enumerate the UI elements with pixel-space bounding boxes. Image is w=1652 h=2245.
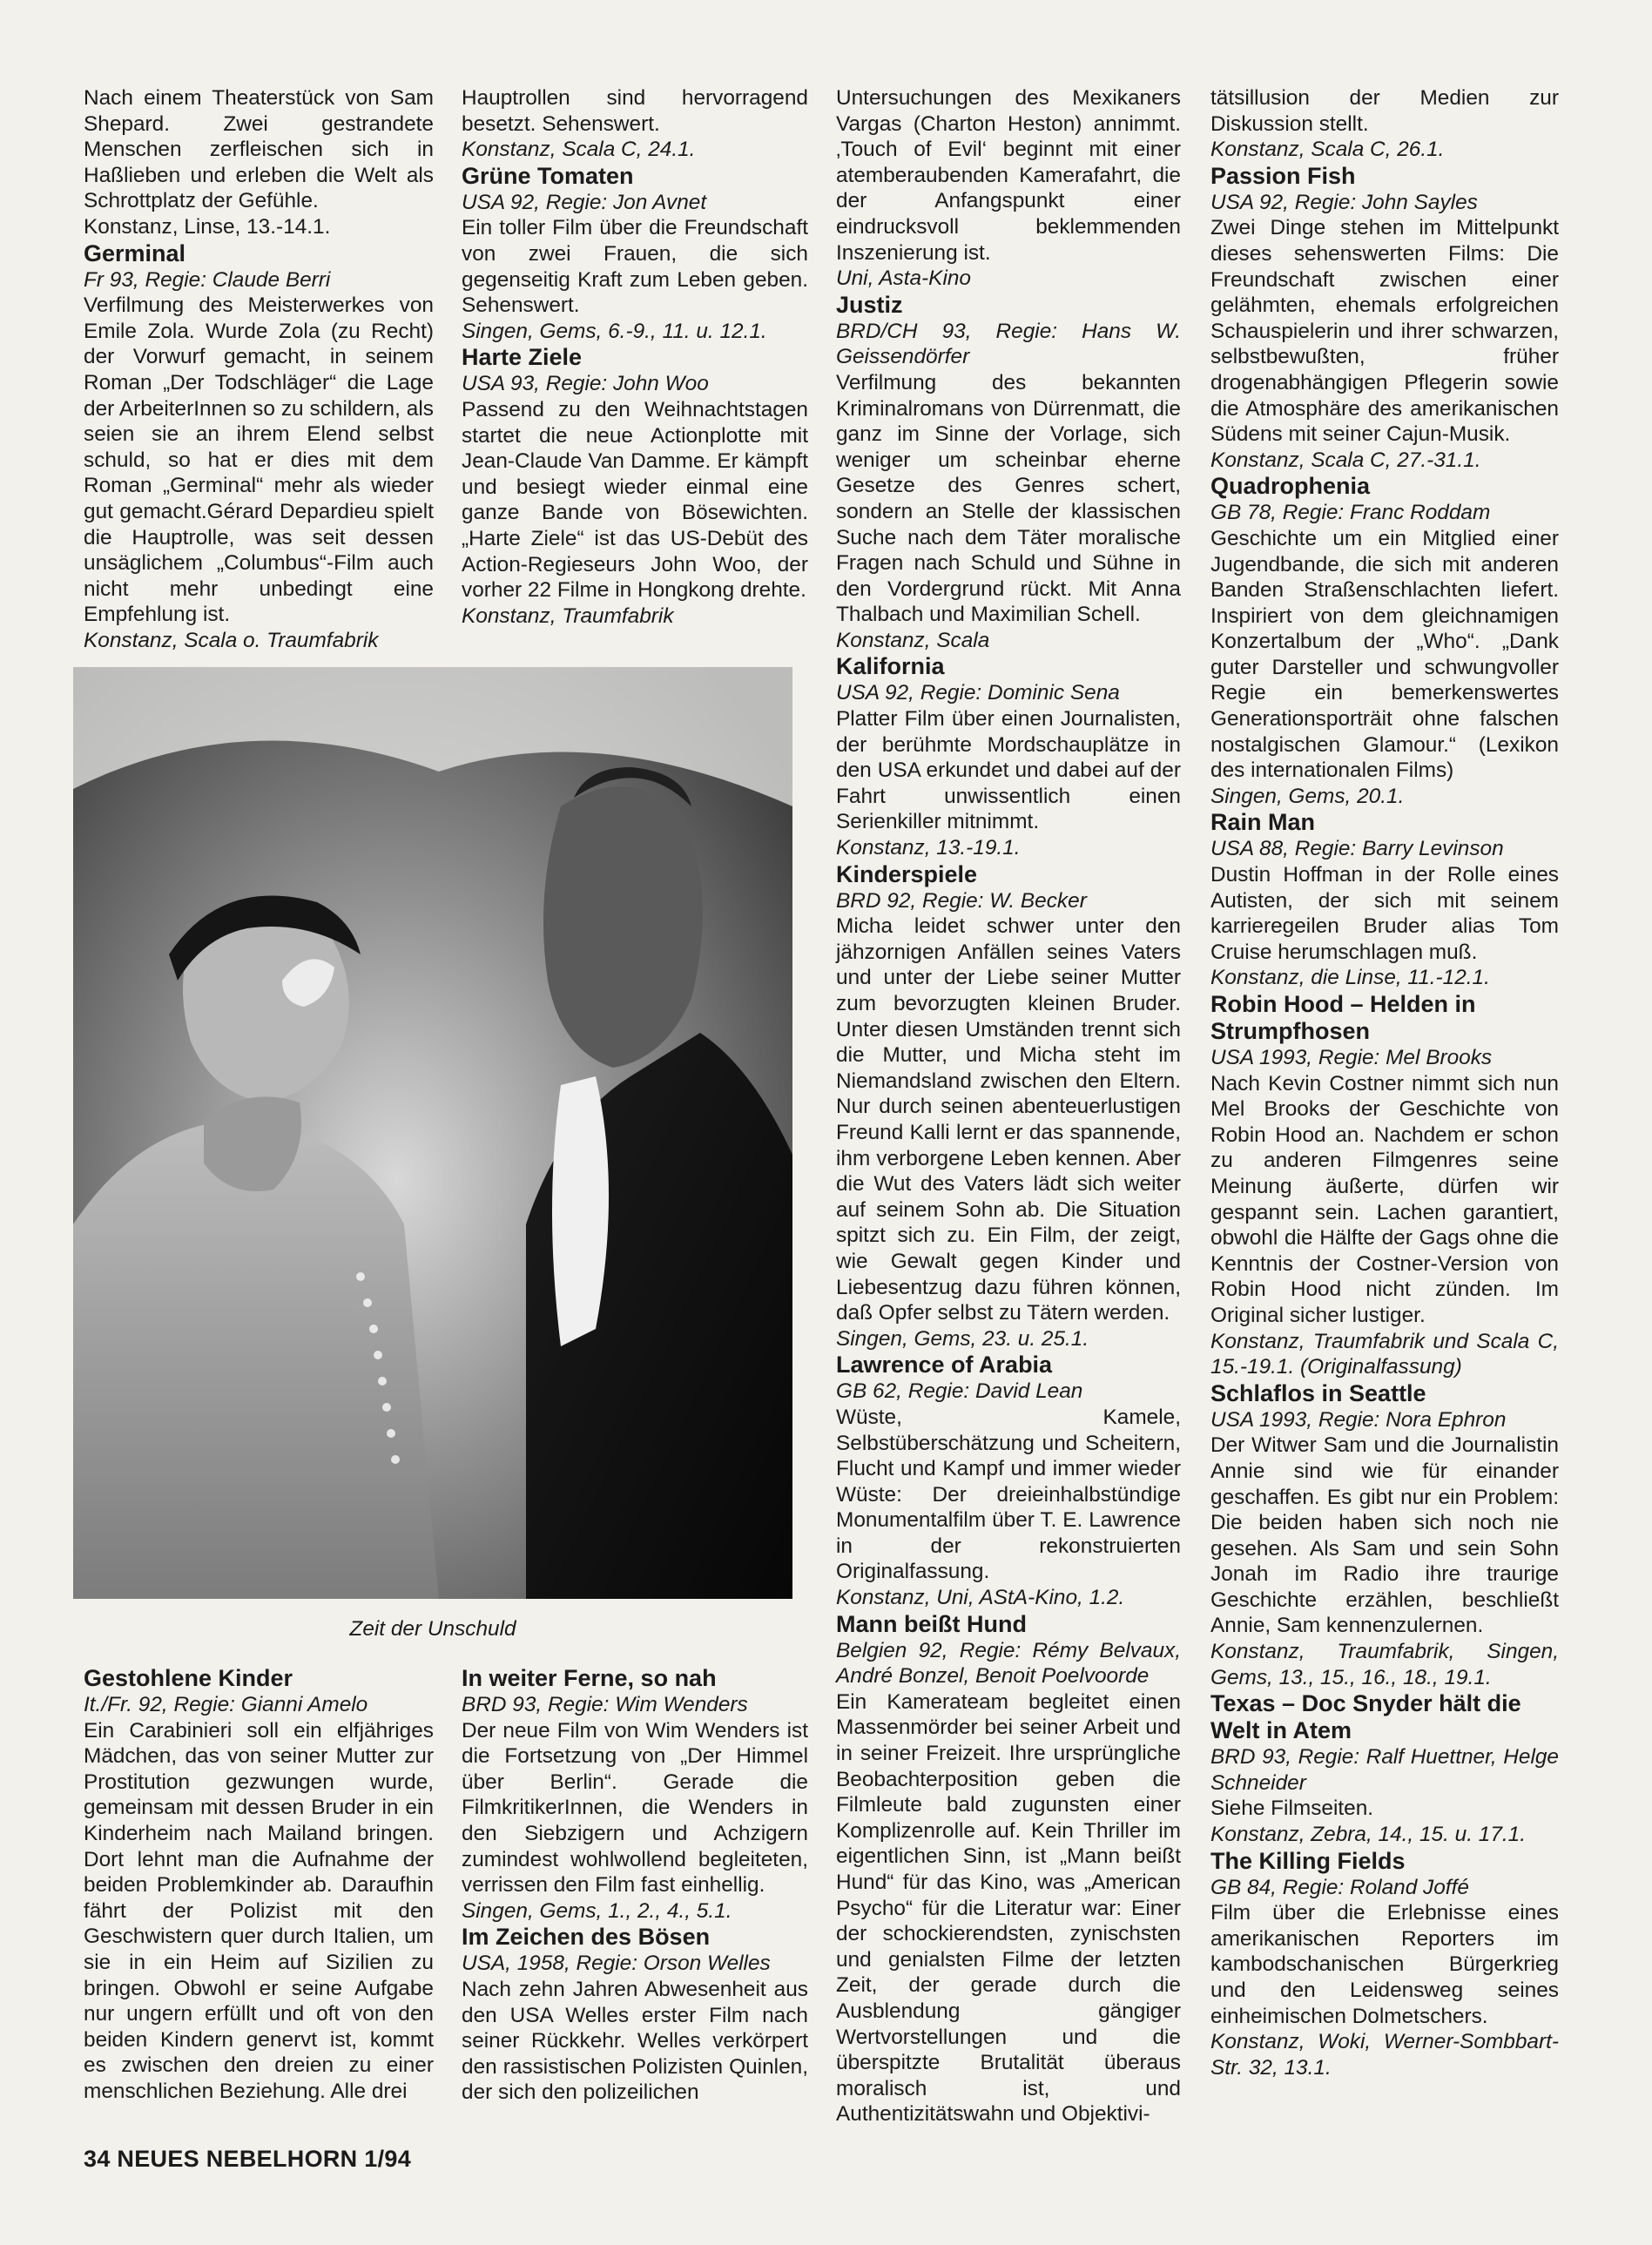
film-title: Passion Fish — [1210, 162, 1356, 189]
film-credit: USA 92, Regie: Dominic Sena — [836, 681, 1120, 705]
screening-venue: Konstanz, Uni, AStA-Kino, 1.2. — [836, 1586, 1125, 1610]
review-text: Hauptrollen sind hervorragend besetzt. Sehenswert. — [462, 86, 808, 136]
screening-venue: Konstanz, Traumfabrik, Singen, Gems, 13., 15., 16., 18., 19.1. — [1210, 1640, 1559, 1689]
film-title: Schlaflos in Seattle — [1210, 1379, 1426, 1406]
film-credit: USA 92, Regie: John Sayles — [1210, 190, 1478, 214]
photo-illustration — [73, 667, 792, 1599]
screening-venue: Konstanz, Traumfabrik — [462, 603, 674, 628]
review-text: Passend zu den Weihnachtstagen startet die neue Actionplotte mit Jean-Claude Van Damme. Er kämpft und besiegt wieder einmal eine ganze Bande von Bösewichten.„Harte Ziele“ ist das US-Debüt des Action-Regieseurs John Woo, der vorher 22 Filme in Hongkong drehte. — [462, 397, 808, 603]
review-text: tätsillusion der Medien zur Diskussion stellt. — [1210, 86, 1559, 136]
review-text: Nach zehn Jahren Abwesenheit aus den USA Welles erster Film nach seiner Rückkehr. Welles verkörpert den rassistischen Polizisten Quinlen, der sich den polizeilichen — [462, 1977, 808, 2105]
screening-venue: Konstanz, Scala o. Traumfabrik — [84, 628, 379, 652]
column-2-bottom — [462, 1665, 808, 2106]
screening-venue: Singen, Gems, 23. u. 25.1. — [836, 1326, 1089, 1351]
column-1-top — [84, 85, 434, 653]
review-text: Siehe Filmseiten. — [1210, 1797, 1374, 1821]
film-credit: USA 1993, Regie: Mel Brooks — [1210, 1046, 1493, 1069]
film-title: Kinderspiele — [836, 860, 978, 887]
review-text: Ein Kamerateam begleitet einen Massenmörder bei seiner Arbeit und in seiner Freizeit. Ihre ursprüngliche Beobachterposition geben die Filmleute bald zugunsten einer Komplizenrolle auf. Kein Thriller im eigentlichen Sinn, ist „Mann beißt Hund“ für das Kino, was „American Psycho“ für die Literatur war: Einer der schockierendsten, zynischsten und genialsten Filme der letzten Zeit, der gerade durch die Ausblendung gängiger Wertvorstellungen und die überspitzte Brutalität überaus moralisch ist, und Authentizitätswahn und Objektivi- — [836, 1689, 1181, 2127]
film-still-photo — [73, 667, 792, 1599]
screening-venue: Singen, Gems, 6.-9., 11. u. 12.1. — [462, 319, 767, 343]
film-title: Texas – Doc Snyder hält die Welt in Atem — [1210, 1690, 1521, 1744]
film-title: Grüne Tomaten — [462, 162, 634, 189]
screening-venue: Konstanz, Scala C, 26.1. — [1210, 138, 1445, 162]
screening-venue: Konstanz, Woki, Werner-Sombbart-Str. 32, 13.1. — [1210, 2030, 1559, 2080]
review-text: Platter Film über einen Journalisten, der berühmte Mordschauplätze in den USA erkundet und dabei auf der Fahrt unwissentlich einen Serienkiller mitnimmt. — [836, 707, 1181, 834]
film-title: Gestohlene Kinder — [84, 1665, 293, 1691]
film-credit: BRD/CH 93, Regie: Hans W. Geissendörfer — [836, 319, 1181, 369]
screening-venue: Konstanz, Scala — [836, 628, 990, 652]
review-text: Verfilmung des Meisterwerkes von Emile Zola. Wurde Zola (zu Recht) der Vorwurf gemacht, in seinem Roman „Der Todschläger“ die Lage der ArbeiterInnen so zu schildern, als seien sie an ihrem Elend selbst schuld, so hat er dies mit dem Roman „Germinal“ mehr als wieder gut gemacht.Gérard Depardieu spielt die Hauptrolle, was seit dessen unsäglichem „Columbus“-Film auch nicht mehr unbedingt eine Empfehlung ist. — [84, 293, 434, 627]
film-title: In weiter Ferne, so nah — [462, 1665, 717, 1691]
review-text: Verfilmung des bekannten Kriminalromans von Dürrenmatt, die ganz im Sinne der Vorlage, sich weniger um scheinbar eherne Gesetze des Genres schert, sondern an Stelle der klassischen Suche nach dem Täter moralische Fragen nach Schuld und Sühne in den Vordergrund rückt. Mit Anna Thalbach und Maximilian Schell. — [836, 370, 1181, 627]
film-title: Kalifornia — [836, 653, 945, 680]
screening-venue: Konstanz, 13.-19.1. — [836, 836, 1021, 860]
screening-venue: Konstanz, Zebra, 14., 15. u. 17.1. — [1210, 1823, 1527, 1847]
review-text: Ein toller Film über die Freundschaft von zwei Frauen, die sich gegenseitig Kraft zum Leben geben. Sehenswert. — [462, 216, 808, 318]
film-title: The Killing Fields — [1210, 1847, 1406, 1874]
review-text: Der neue Film von Wim Wenders ist die Fortsetzung von „Der Himmel über Berlin“. Gerade die FilmkritikerInnen, die Wenders in den Siebzigern und Achzigern zumindest wohlwollend begleiteten, verrissen den Film fast einhellig. — [462, 1718, 808, 1898]
film-title: Quadrophenia — [1210, 473, 1371, 500]
film-credit: USA 1993, Regie: Nora Ephron — [1210, 1407, 1507, 1432]
film-title: Justiz — [836, 291, 903, 318]
screening-venue: Konstanz, Traumfabrik und Scala C, 15.-19.1. (Originalfassung) — [1210, 1329, 1559, 1379]
film-title: Harte Ziele — [462, 344, 583, 371]
review-text: Wüste, Kamele, Selbstüberschätzung und Scheitern, Flucht und Kampf und immer wieder Wüste: Der dreieinhalbstündige Monumentalfilm über T. E. Lawrence in der rekonstruierten Originalfassung. — [836, 1405, 1181, 1584]
film-title: Rain Man — [1210, 809, 1316, 836]
film-title: Mann beißt Hund — [836, 1610, 1027, 1637]
film-title: Lawrence of Arabia — [836, 1352, 1053, 1379]
screening-venue: Konstanz, Scala C, 27.-31.1. — [1210, 448, 1481, 472]
film-credit: BRD 93, Regie: Wim Wenders — [462, 1693, 748, 1716]
column-3 — [836, 85, 1181, 2127]
review-text: Ein Carabinieri soll ein elfjähriges Mädchen, das von seiner Mutter zur Prostitution gezwungen wurde, gemeinsam mit dessen Bruder in ein Kinderheim nach Mailand bringen. Dort lehnt man die Aufnahme der beiden Problemkinder ab. Daraufhin fährt der Polizist mit den Geschwistern quer durch Italien, um sie in ein Heim auf Sizilien zu bringen. Obwohl er seine Aufgabe nur ungern erfüllt und oft von den beiden Kindern genervt ist, kommt es zwischen den dreien zu einer menschlichen Beziehung. Alle drei — [84, 1718, 434, 2103]
review-text: Der Witwer Sam und die Journalistin Annie sind wie für einander geschaffen. Es gibt nur ein Problem: Die beiden haben sich noch nie gesehen. Als Sam und sein Sohn Jonah im Radio ihre traurige Geschichte erzählen, beschließt Annie, Sam kennenzulernen. — [1210, 1433, 1559, 1638]
column-2-top — [462, 85, 808, 629]
review-text: Nach Kevin Costner nimmt sich nun Mel Brooks der Geschichte von Robin Hood an. Nachdem er schon zu anderen Filmgenres seine Meinung äußerte, dürfen wir gespannt sein. Lachen garantiert, obwohl die Hälfte der Gags ohne die Kenntnis der Costner-Version von Robin Hood nicht zünden. Im Original sicher lustiger. — [1210, 1071, 1559, 1327]
review-text: Nach einem Theaterstück von Sam Shepard. Zwei gestrandete Menschen zerfleischen sich in Haßlieben und erleben die Welt als Schrottplatz der Gefühle. — [84, 86, 434, 213]
screening-venue: Uni, Asta-Kino — [836, 266, 971, 291]
review-text: Dustin Hoffman in der Rolle eines Autisten, der sich mit seinem karrieregeilen Bruder alias Tom Cruise herumschlagen muß. — [1210, 863, 1559, 964]
screening-venue: Konstanz, die Linse, 11.-12.1. — [1210, 966, 1490, 990]
photo-caption: Zeit der Unschuld — [349, 1617, 516, 1641]
film-credit: Belgien 92, Regie: Rémy Belvaux, André Bonzel, Benoit Poelvoorde — [836, 1638, 1181, 1689]
film-credit: GB 84, Regie: Roland Joffé — [1210, 1875, 1469, 1899]
film-credit: BRD 92, Regie: W. Becker — [836, 888, 1087, 913]
film-credit: USA 88, Regie: Barry Levinson — [1210, 837, 1504, 861]
film-credit: Fr 93, Regie: Claude Berri — [84, 267, 331, 292]
review-text: Untersuchungen des Mexikaners Vargas (Charton Heston) annimmt. ‚Touch of Evil‘ beginnt mit einer atemberaubenden Kamerafahrt, die der Anfangspunkt einer eindrucksvoll beklemmenden Inszenierung ist. — [836, 86, 1181, 265]
review-text: Micha leidet schwer unter den jähzornigen Anfällen seines Vaters und unter der Liebe seiner Mutter zum bevorzugten kleinen Bruder. Unter diesen Umständen trennt sich die Mutter, und Micha steht im Niemandsland zwischen den Eltern. Nur durch seinen abenteuerlustigen Freund Kalli lernt er das spannende, ihm verborgene Leben kennen. Aber die Wut des Vaters lädt sich weiter auf seinem Sohn ab. Die Situation spitzt sich zu. Ein Film, der zeigt, wie Gewalt gegen Kinder und Liebesentzug dazu führen können, daß Opfer selbst zu Tätern werden. — [836, 914, 1181, 1325]
column-1-bottom — [84, 1665, 434, 2105]
screening-venue: Singen, Gems, 20.1. — [1210, 784, 1405, 808]
film-credit: GB 78, Regie: Franc Roddam — [1210, 501, 1491, 525]
film-credit: USA, 1958, Regie: Orson Welles — [462, 1952, 771, 1976]
page-footer: 34 NEUES NEBELHORN 1/94 — [84, 2146, 412, 2172]
film-title: Germinal — [84, 239, 186, 266]
screening-venue: Singen, Gems, 1., 2., 4., 5.1. — [462, 1898, 732, 1923]
film-credit: BRD 93, Regie: Ralf Huettner, Helge Schneider — [1210, 1745, 1559, 1795]
film-credit: GB 62, Regie: David Lean — [836, 1379, 1083, 1404]
review-text: Geschichte um ein Mitglied einer Jugendbande, die sich mit anderen Banden Straßenschlachten liefert. Inspiriert von dem gleichnamigen Konzertalbum der „Who“. „Dank guter Darsteller und schwungvoller Regie ein bemerkenswertes Generationsporträit ohne falschen nostalgischen Glamour.“ (Lexikon des internationalen Films) — [1210, 526, 1559, 783]
screening-venue: Konstanz, Scala C, 24.1. — [462, 138, 696, 162]
column-4 — [1210, 85, 1559, 2080]
film-title: Im Zeichen des Bösen — [462, 1924, 711, 1951]
review-text: Film über die Erlebnisse eines amerikanischen Reporters im kambodschanischen Bürgerkrieg und den Leidensweg seines einheimischen Dolmetschers. — [1210, 1901, 1559, 2028]
film-credit: It./Fr. 92, Regie: Gianni Amelo — [84, 1693, 368, 1716]
review-text: Zwei Dinge stehen im Mittelpunkt dieses sehenswerten Films: Die Freundschaft zwischen einer gelähmten, ehemals erfolgreichen Schauspielerin und ihrer schwarzen, selbstbewußten, früher drogenabhängigen Pflegerin sowie die Atmosphäre des amerikanischen Südens mit seiner Cajun-Musik. — [1210, 216, 1559, 447]
film-credit: USA 93, Regie: John Woo — [462, 372, 709, 396]
screening-venue: Konstanz, Linse, 13.-14.1. — [84, 214, 331, 239]
film-credit: USA 92, Regie: Jon Avnet — [462, 190, 707, 214]
film-title: Robin Hood – Helden in Strumpfhosen — [1210, 991, 1476, 1044]
